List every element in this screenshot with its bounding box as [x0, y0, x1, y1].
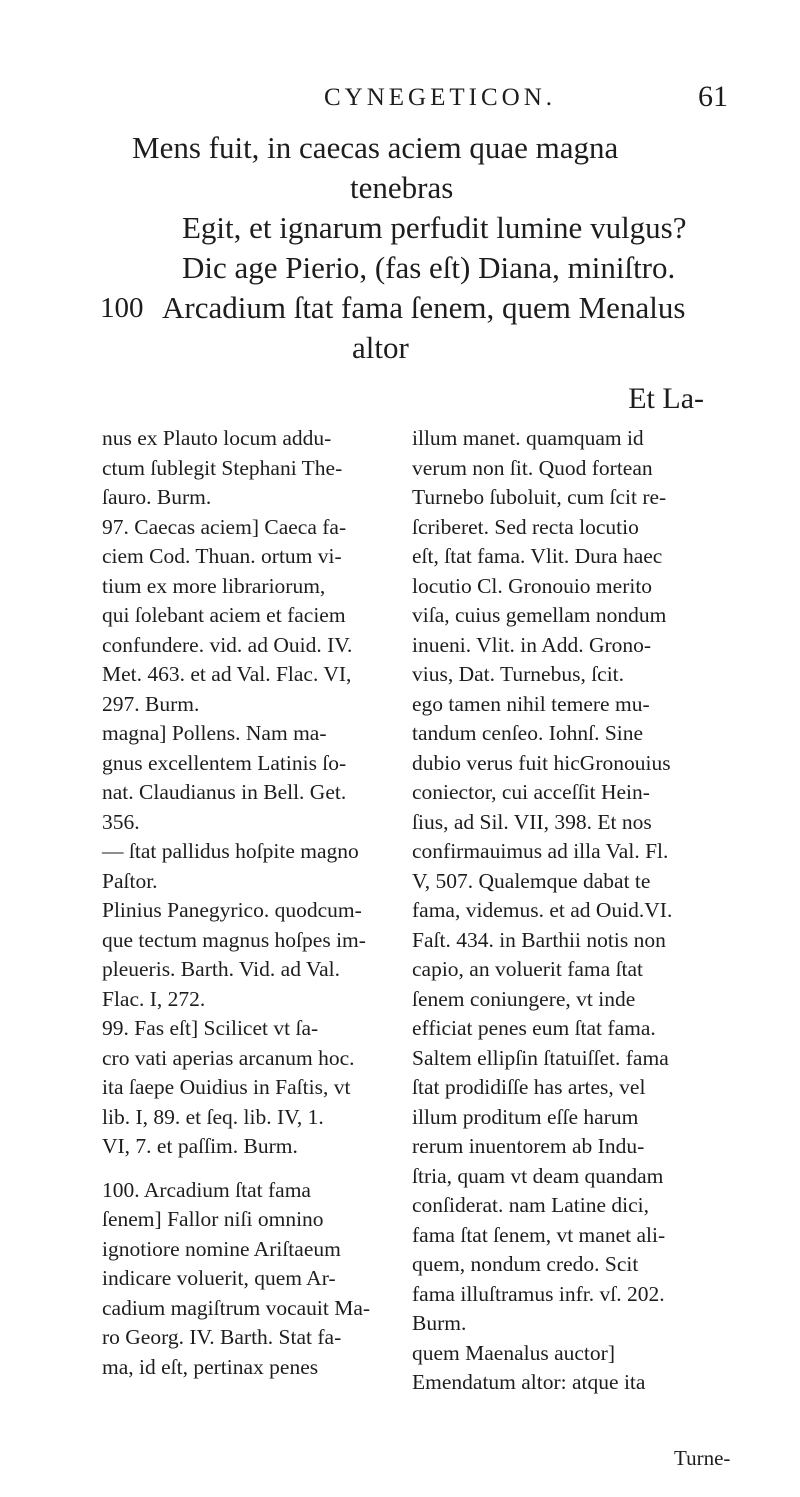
commentary-line: Turnebo ſuboluit, cum ſcit re- [412, 485, 667, 509]
verse-line [0, 128, 800, 168]
commentary-line: — ſtat pallidus hoſpite magno [102, 839, 359, 863]
commentary-line: Flac. I, 272. [102, 986, 206, 1011]
commentary-line: 297. Burm. [102, 691, 200, 716]
commentary-line: inueni. Vlit. in Add. Grono- [412, 632, 652, 657]
commentary-line: dubio verus fuit hicGronouius [412, 750, 671, 775]
commentary-line: lib. I, 89. et ſeq. lib. IV, 1. [102, 1104, 324, 1129]
paragraph-gap [102, 1162, 392, 1176]
verse-text: Dic age Pierio, (fas eſt) Diana, miniſtro. [182, 250, 676, 285]
commentary-line: conſiderat. nam Latine dici, [412, 1193, 650, 1217]
commentary-line: Plinius Panegyrico. quodcum- [102, 898, 362, 922]
commentary-line: ſtria, quam vt deam quandam [412, 1163, 664, 1188]
verse-text: altor [352, 330, 409, 365]
commentary-line: ma, id eſt, pertinax penes [102, 1354, 319, 1379]
commentary-line: 99. Fas eſt] Scilicet vt ſa- [102, 1016, 319, 1040]
commentary-line: coniector, cui acceſſit Hein- [412, 780, 650, 804]
commentary-line: ro Georg. IV. Barth. Stat fa- [102, 1325, 342, 1349]
commentary-line: cadium magiſtrum vocauit Ma- [102, 1295, 371, 1320]
commentary-line: ciem Cod. Thuan. ortum vi- [102, 544, 342, 568]
commentary-line: ignotiore nomine Ariſtaeum [102, 1236, 341, 1261]
commentary-line: locutio Cl. Gronouio merito [412, 573, 653, 598]
commentary-line: quem Maenalus auctor] [412, 1340, 615, 1365]
commentary-line: eſt, ſtat fama. Vlit. Dura haec [412, 544, 663, 568]
commentary-line: verum non ſit. Quod fortean [412, 455, 653, 480]
commentary-line: confundere. vid. ad Ouid. IV. [102, 632, 353, 657]
commentary-line: Faſt. 434. in Barthii notis non [412, 927, 666, 952]
verse-line [0, 288, 800, 328]
commentary-line: Paſtor. [102, 868, 158, 893]
commentary-line: ſenem coniungere, vt inde [412, 986, 636, 1011]
commentary-line: ita ſaepe Ouidius in Faſtis, vt [102, 1075, 351, 1099]
commentary-line: ſtat prodidiſſe has artes, vel [412, 1075, 646, 1099]
commentary-line: vius, Dat. Turnebus, ſcit. [412, 662, 625, 686]
running-title: CYNEGETICON. [323, 84, 556, 111]
commentary-line: ctum ſublegit Stephani The- [102, 455, 343, 480]
commentary-line: gnus excellentem Latinis ſo- [102, 750, 347, 775]
commentary-line: 97. Caecas aciem] Caeca fa- [102, 514, 347, 539]
commentary-line: magna] Pollens. Nam ma- [102, 721, 327, 745]
verse-block [0, 128, 800, 368]
commentary-line: ſius, ad Sil. VII, 398. Et nos [412, 809, 652, 834]
commentary-line: Emendatum altor: atque ita [412, 1370, 646, 1394]
verse-line [0, 328, 800, 368]
commentary-line: efficiat penes eum ſtat fama. [412, 1016, 656, 1040]
commentary-line: VI, 7. et paſſim. Burm. [102, 1134, 298, 1158]
commentary-line: qui ſolebant aciem et faciem [102, 603, 346, 627]
commentary-line: capio, an voluerit fama ſtat [412, 957, 644, 981]
commentary-line: indicare voluerit, quem Ar- [102, 1266, 336, 1290]
verse-text: tenebras [350, 170, 454, 205]
commentary-right-column [412, 424, 712, 1398]
commentary-line: nus ex Plauto locum addu- [102, 426, 332, 450]
commentary-line: que tectum magnus hoſpes im- [102, 927, 366, 952]
page-number: 61 [698, 80, 728, 113]
commentary-line: Saltem ellipſin ſtatuiſſet. fama [412, 1045, 669, 1070]
commentary-line: nat. Claudianus in Bell. Get. [102, 780, 347, 804]
commentary-line: illum proditum eſſe harum [412, 1104, 639, 1129]
verse-line [0, 208, 800, 248]
commentary-line: ſauro. Burm. [102, 485, 212, 509]
commentary-line: ſcriberet. Sed recta locutio [412, 514, 639, 539]
commentary-line: pleueris. Barth. Vid. ad Val. [102, 957, 340, 981]
verse-catchword: Et La- [628, 382, 704, 415]
commentary-left-column [102, 424, 392, 1382]
commentary-line: Met. 463. et ad Val. Flac. VI, [102, 662, 352, 686]
commentary-line: confirmauimus ad illa Val. Fl. [412, 839, 669, 863]
commentary-line: fama illuſtramus infr. vſ. 202. [412, 1281, 665, 1306]
commentary-line: rerum inuentorem ab Indu- [412, 1134, 645, 1158]
commentary-line: Burm. [412, 1311, 467, 1335]
commentary-line: quem, nondum credo. Scit [412, 1252, 639, 1276]
commentary-line: cro vati aperias arcanum hoc. [102, 1045, 355, 1070]
verse-text: Mens fuit, in caecas aciem quae magna [132, 130, 619, 165]
verse-text: Arcadium ſtat fama ſenem, quem Menalus [162, 290, 686, 325]
commentary-line: fama, videmus. et ad Ouid.VI. [412, 898, 673, 922]
verse-text: Egit, et ignarum perfudit lumine vulgus? [182, 210, 687, 245]
commentary-line: 100. Arcadium ſtat fama [102, 1177, 311, 1202]
commentary-line: viſa, cuius gemellam nondum [412, 603, 667, 627]
commentary-line: tium ex more librariorum, [102, 573, 326, 598]
verse-line [0, 248, 800, 288]
commentary-line: 356. [102, 809, 140, 834]
commentary-line: ego tamen nihil temere mu- [412, 691, 650, 716]
commentary-line: tandum cenſeo. Iohnſ. Sine [412, 721, 644, 745]
verse-line [0, 168, 800, 208]
commentary-line: illum manet. quamquam id [412, 426, 644, 450]
commentary-line: V, 507. Qualemque dabat te [412, 868, 651, 893]
commentary-line: ſenem] Fallor niſi omnino [102, 1207, 324, 1231]
commentary-line: fama ſtat ſenem, vt manet ali- [412, 1222, 666, 1247]
page-catchword: Turne- [674, 1446, 731, 1470]
line-number: 100 [100, 292, 144, 324]
